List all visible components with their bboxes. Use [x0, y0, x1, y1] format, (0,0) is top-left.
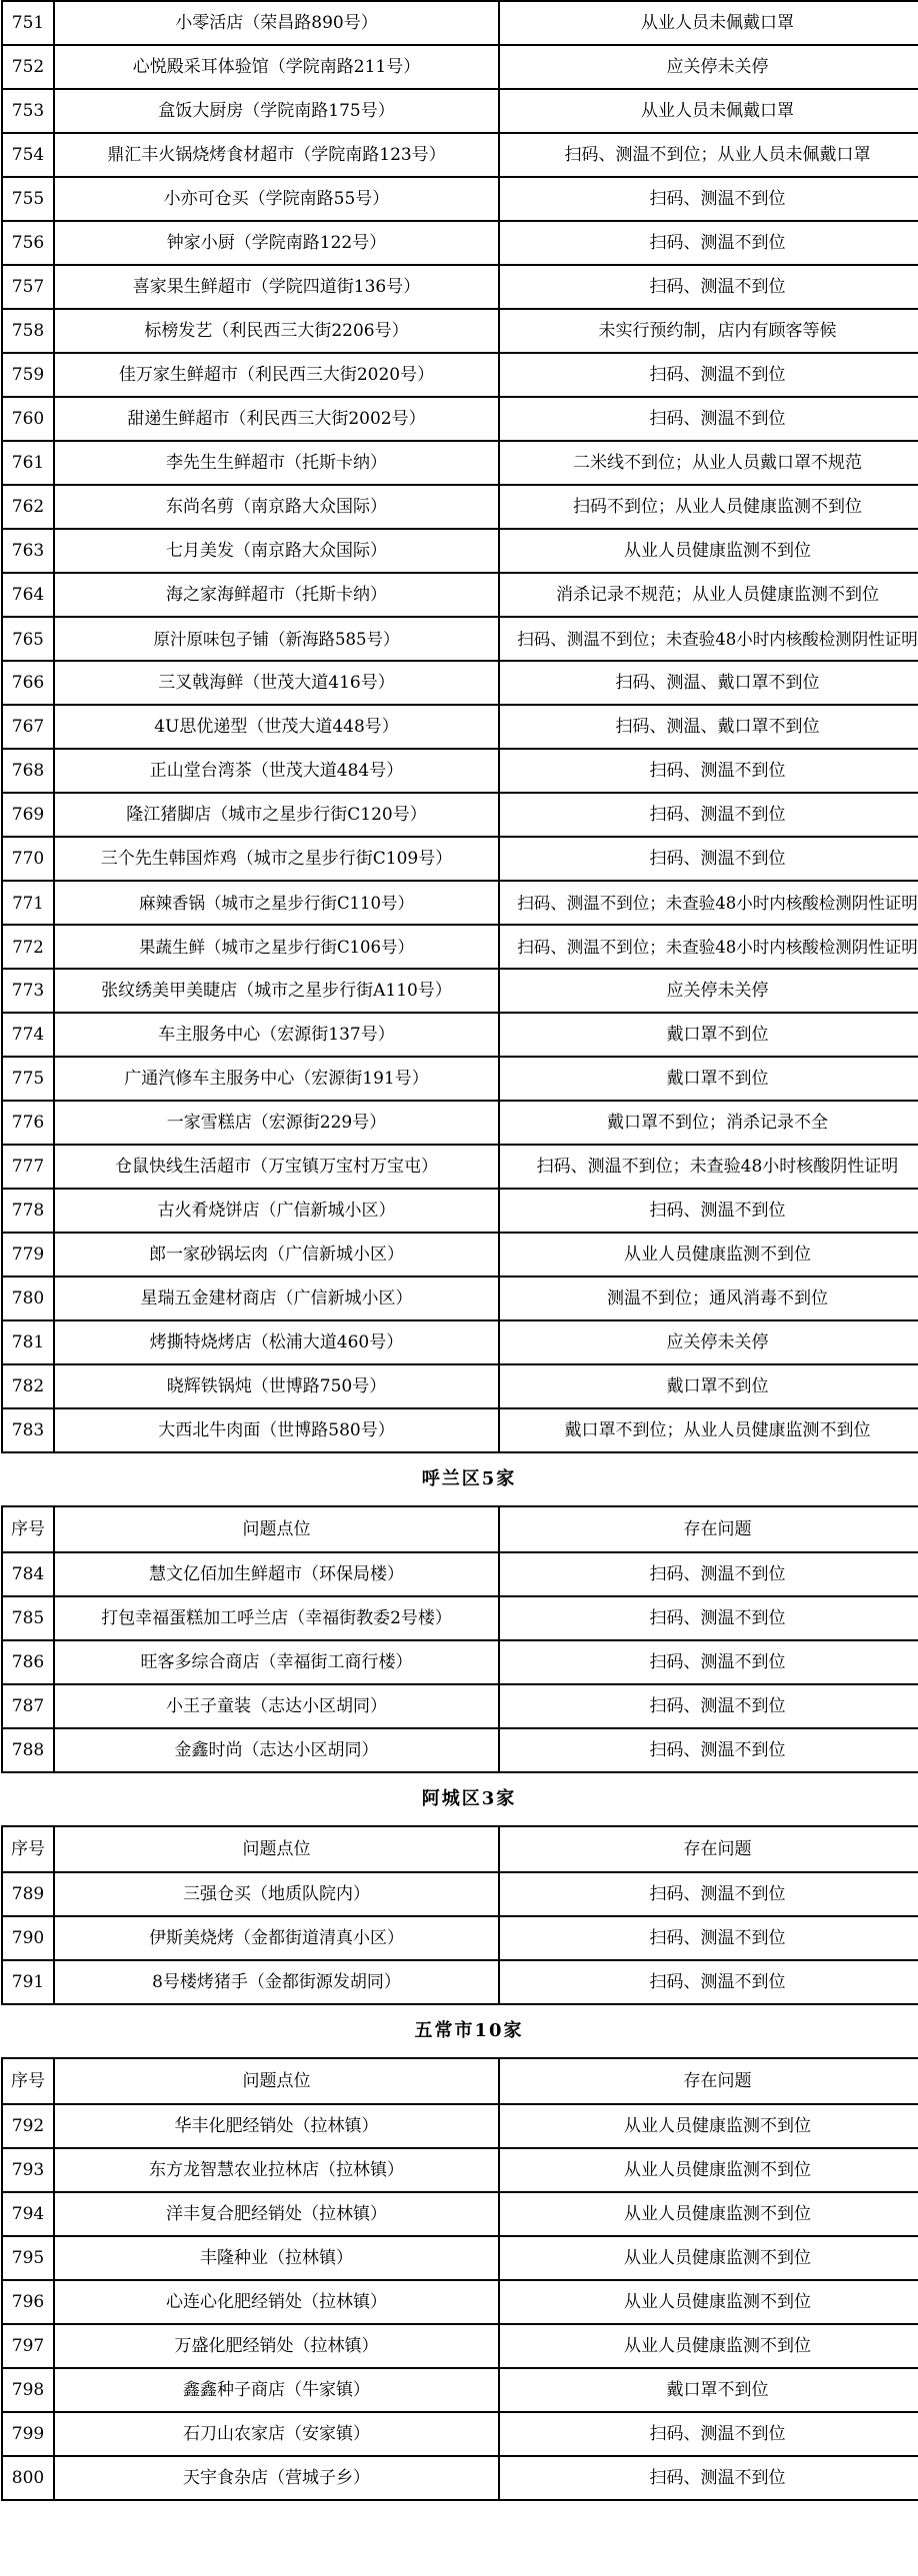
- table-row: [2, 1013, 918, 1057]
- section-hulan: [2, 1452, 918, 1506]
- row-location: 张纹绣美甲美睫店（城市之星步行街A110号）: [54, 969, 499, 1013]
- table-row: [2, 1233, 918, 1277]
- row-index: 790: [2, 1916, 54, 1960]
- row-issue: 从业人员健康监测不到位: [499, 2148, 918, 2192]
- row-index: 773: [2, 969, 54, 1013]
- row-issue: 从业人员健康监测不到位: [499, 2236, 918, 2280]
- row-issue: 扫码、测温不到位: [499, 265, 918, 309]
- row-index: 800: [2, 2456, 54, 2500]
- row-location: 大西北牛肉面（世博路580号）: [54, 1408, 499, 1452]
- row-location: 洋丰复合肥经销处（拉林镇）: [54, 2192, 499, 2236]
- row-index: 789: [2, 1872, 54, 1916]
- row-issue: 扫码、测温不到位: [499, 221, 918, 265]
- row-issue: 扫码、测温不到位: [499, 1960, 918, 2004]
- table-row: [2, 529, 918, 573]
- row-index: 764: [2, 573, 54, 617]
- row-issue: 扫码、测温不到位: [499, 793, 918, 837]
- row-issue: 扫码、测温不到位: [499, 749, 918, 793]
- row-location: 鼎汇丰火锅烧烤食材超市（学院南路123号）: [54, 133, 499, 177]
- row-index: 786: [2, 1640, 54, 1684]
- table-row: [2, 133, 918, 177]
- table-row: [2, 2104, 918, 2148]
- row-issue: 扫码、测温不到位: [499, 2456, 918, 2500]
- table-row: [2, 1640, 918, 1684]
- row-issue: 从业人员健康监测不到位: [499, 1233, 918, 1277]
- row-location: 石刀山农家店（安家镇）: [54, 2412, 499, 2456]
- row-issue: 扫码、测温、戴口罩不到位: [499, 661, 918, 705]
- row-location: 小亦可仓买（学院南路55号）: [54, 177, 499, 221]
- row-issue: 戴口罩不到位: [499, 1013, 918, 1057]
- row-location: 盒饭大厨房（学院南路175号）: [54, 89, 499, 133]
- table-row: [2, 749, 918, 793]
- row-issue: 扫码、测温不到位；未查验48小时内核酸检测阴性证明: [499, 617, 918, 661]
- table-row: [2, 1596, 918, 1640]
- row-issue: 从业人员未佩戴口罩: [499, 1, 918, 45]
- row-issue: 应关停未关停: [499, 969, 918, 1013]
- row-index: 762: [2, 485, 54, 529]
- row-issue: 扫码、测温不到位: [499, 1684, 918, 1728]
- table-row: [2, 2324, 918, 2368]
- section-title: 呼兰区5家: [2, 1452, 918, 1506]
- row-location: 东尚名剪（南京路大众国际）: [54, 485, 499, 529]
- table-row: [2, 2412, 918, 2456]
- table-row: [2, 1057, 918, 1101]
- row-index: 799: [2, 2412, 54, 2456]
- table-row: [2, 1408, 918, 1452]
- row-issue: 扫码、测温不到位: [499, 177, 918, 221]
- row-location: 东方龙智慧农业拉林店（拉林镇）: [54, 2148, 499, 2192]
- row-location: 佳万家生鲜超市（利民西三大街2020号）: [54, 353, 499, 397]
- section-title: 阿城区3家: [2, 1772, 918, 1826]
- row-location: 鑫鑫种子商店（牛家镇）: [54, 2368, 499, 2412]
- table-row: [2, 177, 918, 221]
- row-index: 778: [2, 1189, 54, 1233]
- row-location: 正山堂台湾茶（世茂大道484号）: [54, 749, 499, 793]
- header-index: 序号: [2, 1826, 54, 1872]
- row-location: 华丰化肥经销处（拉林镇）: [54, 2104, 499, 2148]
- row-location: 旺客多综合商店（幸福街工商行楼）: [54, 1640, 499, 1684]
- header-issue: 存在问题: [499, 1506, 918, 1552]
- table-row: [2, 881, 918, 925]
- section-wuchang: [2, 2004, 918, 2058]
- row-index: 767: [2, 705, 54, 749]
- row-issue: 扫码、测温不到位: [499, 1728, 918, 1772]
- row-location: 钟家小厨（学院南路122号）: [54, 221, 499, 265]
- table-row: [2, 969, 918, 1013]
- row-index: 782: [2, 1364, 54, 1408]
- row-issue: 扫码、测温不到位: [499, 1640, 918, 1684]
- section-acheng: [2, 1772, 918, 1826]
- row-index: 758: [2, 309, 54, 353]
- row-location: 仓鼠快线生活超市（万宝镇万宝村万宝屯）: [54, 1145, 499, 1189]
- row-location: 星瑞五金建材商店（广信新城小区）: [54, 1277, 499, 1320]
- row-location: 心连心化肥经销处（拉林镇）: [54, 2280, 499, 2324]
- row-location: 隆江猪脚店（城市之星步行街C120号）: [54, 793, 499, 837]
- row-location: 标榜发艺（利民西三大街2206号）: [54, 309, 499, 353]
- row-location: 麻辣香锅（城市之星步行街C110号）: [54, 881, 499, 925]
- table-row: [2, 89, 918, 133]
- row-index: 779: [2, 1233, 54, 1277]
- row-issue: 扫码、测温不到位: [499, 353, 918, 397]
- row-location: 心悦殿采耳体验馆（学院南路211号）: [54, 45, 499, 89]
- row-index: 795: [2, 2236, 54, 2280]
- row-index: 759: [2, 353, 54, 397]
- row-index: 769: [2, 793, 54, 837]
- row-index: 798: [2, 2368, 54, 2412]
- row-location: 慧文亿佰加生鲜超市（环保局楼）: [54, 1552, 499, 1596]
- table-row: [2, 2280, 918, 2324]
- row-issue: 戴口罩不到位；从业人员健康监测不到位: [499, 1408, 918, 1452]
- table-row: [2, 2368, 918, 2412]
- table-row: [2, 1189, 918, 1233]
- row-index: 781: [2, 1320, 54, 1364]
- row-index: 787: [2, 1684, 54, 1728]
- table-row: [2, 925, 918, 969]
- row-index: 756: [2, 221, 54, 265]
- row-location: 海之家海鲜超市（托斯卡纳）: [54, 573, 499, 617]
- row-index: 770: [2, 837, 54, 881]
- table-row: [2, 1320, 918, 1364]
- table-row: [2, 1960, 918, 2004]
- row-issue: 从业人员健康监测不到位: [499, 2280, 918, 2324]
- row-issue: 扫码、测温不到位；未查验48小时内核酸检测阴性证明: [499, 881, 918, 925]
- row-index: 797: [2, 2324, 54, 2368]
- row-issue: 扫码、测温、戴口罩不到位: [499, 705, 918, 749]
- section-title: 五常市10家: [2, 2004, 918, 2058]
- table-row: [2, 1101, 918, 1145]
- row-location: 烤撕特烧烤店（松浦大道460号）: [54, 1320, 499, 1364]
- row-index: 766: [2, 661, 54, 705]
- header-location: 问题点位: [54, 1826, 499, 1872]
- row-issue: 扫码、测温不到位: [499, 1596, 918, 1640]
- row-location: 喜家果生鲜超市（学院四道街136号）: [54, 265, 499, 309]
- row-index: 785: [2, 1596, 54, 1640]
- table-row: [2, 2236, 918, 2280]
- row-index: 753: [2, 89, 54, 133]
- row-location: 广通汽修车主服务中心（宏源街191号）: [54, 1057, 499, 1101]
- row-issue: 戴口罩不到位: [499, 1057, 918, 1101]
- table-row: [2, 309, 918, 353]
- row-issue: 戴口罩不到位；消杀记录不全: [499, 1101, 918, 1145]
- row-issue: 从业人员健康监测不到位: [499, 2192, 918, 2236]
- header-row: [2, 2058, 918, 2104]
- table-row: [2, 1552, 918, 1596]
- table-row: [2, 2148, 918, 2192]
- row-issue: 扫码、测温不到位；未查验48小时内核酸检测阴性证明: [499, 925, 918, 969]
- row-index: 796: [2, 2280, 54, 2324]
- table-row: [2, 1277, 918, 1320]
- header-row: [2, 1506, 918, 1552]
- table-row: [2, 221, 918, 265]
- row-location: 古火肴烧饼店（广信新城小区）: [54, 1189, 499, 1233]
- row-index: 760: [2, 397, 54, 441]
- row-issue: 应关停未关停: [499, 45, 918, 89]
- row-issue: 未实行预约制，店内有顾客等候: [499, 309, 918, 353]
- row-location: 打包幸福蛋糕加工呼兰店（幸福街教委2号楼）: [54, 1596, 499, 1640]
- row-location: 小零活店（荣昌路890号）: [54, 1, 499, 45]
- row-location: 万盛化肥经销处（拉林镇）: [54, 2324, 499, 2368]
- row-index: 777: [2, 1145, 54, 1189]
- row-issue: 从业人员健康监测不到位: [499, 529, 918, 573]
- header-location: 问题点位: [54, 2058, 499, 2104]
- row-index: 791: [2, 1960, 54, 2004]
- row-index: 765: [2, 617, 54, 661]
- row-issue: 扫码、测温不到位: [499, 1552, 918, 1596]
- row-index: 792: [2, 2104, 54, 2148]
- row-issue: 扫码、测温不到位: [499, 1872, 918, 1916]
- header-row: [2, 1826, 918, 1872]
- header-issue: 存在问题: [499, 1826, 918, 1872]
- table-row: [2, 1364, 918, 1408]
- row-issue: 二米线不到位；从业人员戴口罩不规范: [499, 441, 918, 485]
- row-issue: 测温不到位；通风消毒不到位: [499, 1277, 918, 1320]
- table-row: [2, 1728, 918, 1772]
- table-row: [2, 353, 918, 397]
- table-row: [2, 1684, 918, 1728]
- row-issue: 扫码、测温不到位: [499, 1189, 918, 1233]
- row-location: 伊斯美烧烤（金都街道清真小区）: [54, 1916, 499, 1960]
- table-row: [2, 1, 918, 45]
- row-location: 果蔬生鲜（城市之星步行街C106号）: [54, 925, 499, 969]
- row-location: 三强仓买（地质队院内）: [54, 1872, 499, 1916]
- row-issue: 应关停未关停: [499, 1320, 918, 1364]
- row-index: 783: [2, 1408, 54, 1452]
- table-row: [2, 397, 918, 441]
- inspection-table: [1, 0, 918, 2501]
- row-location: 三个先生韩国炸鸡（城市之星步行街C109号）: [54, 837, 499, 881]
- row-location: 8号楼烤猪手（金都街源发胡同）: [54, 1960, 499, 2004]
- row-index: 754: [2, 133, 54, 177]
- table-row: [2, 45, 918, 89]
- header-location: 问题点位: [54, 1506, 499, 1552]
- row-location: 甜递生鲜超市（利民西三大街2002号）: [54, 397, 499, 441]
- row-index: 751: [2, 1, 54, 45]
- row-index: 774: [2, 1013, 54, 1057]
- table-row: [2, 573, 918, 617]
- table-row: [2, 2192, 918, 2236]
- row-issue: 扫码、测温不到位: [499, 837, 918, 881]
- row-index: 784: [2, 1552, 54, 1596]
- row-issue: 消杀记录不规范；从业人员健康监测不到位: [499, 573, 918, 617]
- row-issue: 扫码不到位；从业人员健康监测不到位: [499, 485, 918, 529]
- row-location: 郎一家砂锅坛肉（广信新城小区）: [54, 1233, 499, 1277]
- table-row: [2, 2456, 918, 2500]
- header-index: 序号: [2, 1506, 54, 1552]
- row-issue: 戴口罩不到位: [499, 1364, 918, 1408]
- row-index: 780: [2, 1277, 54, 1320]
- row-index: 761: [2, 441, 54, 485]
- row-index: 772: [2, 925, 54, 969]
- table-row: [2, 441, 918, 485]
- table-row: [2, 1872, 918, 1916]
- row-index: 763: [2, 529, 54, 573]
- row-issue: 扫码、测温不到位: [499, 397, 918, 441]
- row-location: 小王子童装（志达小区胡同）: [54, 1684, 499, 1728]
- row-index: 755: [2, 177, 54, 221]
- row-location: 金鑫时尚（志达小区胡同）: [54, 1728, 499, 1772]
- table-row: [2, 1916, 918, 1960]
- row-location: 原汁原味包子铺（新海路585号）: [54, 617, 499, 661]
- row-location: 丰隆种业（拉林镇）: [54, 2236, 499, 2280]
- row-location: 李先生生鲜超市（托斯卡纳）: [54, 441, 499, 485]
- row-location: 天宇食杂店（营城子乡）: [54, 2456, 499, 2500]
- row-location: 七月美发（南京路大众国际）: [54, 529, 499, 573]
- row-index: 768: [2, 749, 54, 793]
- row-location: 车主服务中心（宏源街137号）: [54, 1013, 499, 1057]
- table-row: [2, 837, 918, 881]
- row-location: 4U思优递型（世茂大道448号）: [54, 705, 499, 749]
- row-index: 757: [2, 265, 54, 309]
- row-issue: 扫码、测温不到位；未查验48小时核酸阴性证明: [499, 1145, 918, 1189]
- row-issue: 从业人员健康监测不到位: [499, 2104, 918, 2148]
- row-index: 752: [2, 45, 54, 89]
- table-row: [2, 265, 918, 309]
- row-index: 788: [2, 1728, 54, 1772]
- row-location: 三叉戟海鲜（世茂大道416号）: [54, 661, 499, 705]
- table-row: [2, 485, 918, 529]
- row-issue: 扫码、测温不到位: [499, 1916, 918, 1960]
- row-index: 776: [2, 1101, 54, 1145]
- row-index: 793: [2, 2148, 54, 2192]
- table-row: [2, 705, 918, 749]
- row-index: 771: [2, 881, 54, 925]
- row-index: 794: [2, 2192, 54, 2236]
- header-index: 序号: [2, 2058, 54, 2104]
- row-issue: 从业人员健康监测不到位: [499, 2324, 918, 2368]
- table-row: [2, 1145, 918, 1189]
- row-location: 一家雪糕店（宏源街229号）: [54, 1101, 499, 1145]
- row-issue: 扫码、测温不到位；从业人员未佩戴口罩: [499, 133, 918, 177]
- row-issue: 从业人员未佩戴口罩: [499, 89, 918, 133]
- row-issue: 戴口罩不到位: [499, 2368, 918, 2412]
- row-index: 775: [2, 1057, 54, 1101]
- row-location: 晓辉铁锅炖（世博路750号）: [54, 1364, 499, 1408]
- row-issue: 扫码、测温不到位: [499, 2412, 918, 2456]
- header-issue: 存在问题: [499, 2058, 918, 2104]
- table-row: [2, 617, 918, 661]
- table-row: [2, 793, 918, 837]
- table-row: [2, 661, 918, 705]
